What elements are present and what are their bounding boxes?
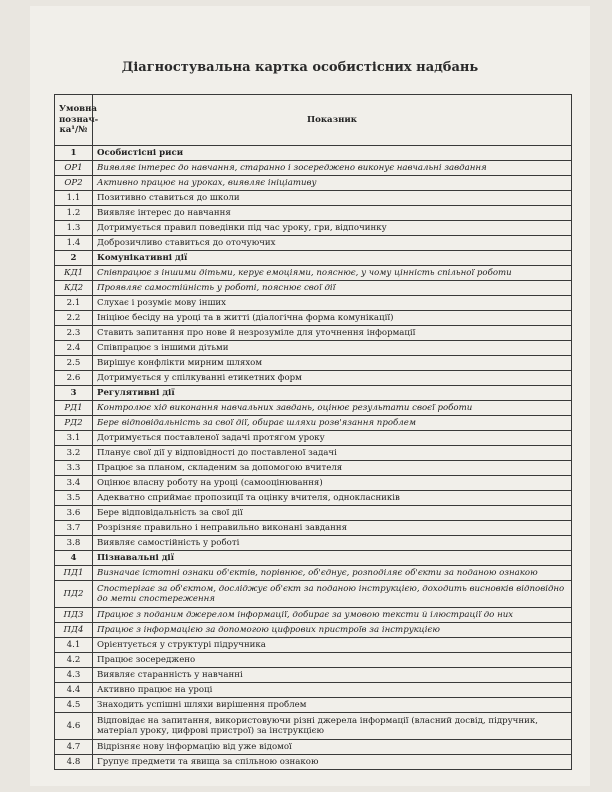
section-title: Регулятивні дії xyxy=(93,386,572,401)
row-code: 2.4 xyxy=(55,341,93,356)
row-code: 3.7 xyxy=(55,521,93,536)
row-indicator: Співпрацює з іншими дітьми, керує емоціями, пояснює, у чому цінність спільної роботи xyxy=(93,266,572,281)
row-indicator: Відрізняє нову інформацію від уже відомої xyxy=(93,740,572,755)
table-row xyxy=(55,491,572,506)
row-code: 3.2 xyxy=(55,446,93,461)
row-code: 4.7 xyxy=(55,740,93,755)
row-indicator: Бере відповідальність за свої дії xyxy=(93,506,572,521)
row-indicator: Виявляє інтерес до навчання xyxy=(93,206,572,221)
table-row xyxy=(55,521,572,536)
row-code: 3 xyxy=(55,386,93,401)
row-code: КД2 xyxy=(55,281,93,296)
table-row xyxy=(55,191,572,206)
row-code: 2.3 xyxy=(55,326,93,341)
row-code: РД1 xyxy=(55,401,93,416)
row-code: 2.5 xyxy=(55,356,93,371)
table-row xyxy=(55,416,572,431)
table-row xyxy=(55,608,572,623)
row-indicator: Активно працює на уроках, виявляє ініціативу xyxy=(93,176,572,191)
row-code: 4.6 xyxy=(55,713,93,740)
row-indicator: Працює за планом, складеним за допомогою вчителя xyxy=(93,461,572,476)
row-code: ПД1 xyxy=(55,566,93,581)
row-code: 3.8 xyxy=(55,536,93,551)
row-code: 4.4 xyxy=(55,683,93,698)
row-code: 4.1 xyxy=(55,638,93,653)
table-row xyxy=(55,581,572,608)
row-indicator: Працює з інформацією за допомогою цифрових пристроїв за інструкцією xyxy=(93,623,572,638)
row-code: 4.5 xyxy=(55,698,93,713)
row-indicator: Планує свої дії у відповідності до поставленої задачі xyxy=(93,446,572,461)
row-indicator: Виявляє самостійність у роботі xyxy=(93,536,572,551)
row-indicator: Ініціює бесіду на уроці та в житті (діалогічна форма комунікації) xyxy=(93,311,572,326)
row-code: 2.1 xyxy=(55,296,93,311)
row-indicator: Співпрацює з іншими дітьми xyxy=(93,341,572,356)
row-indicator: Виявляє інтерес до навчання, старанно і зосереджено виконує навчальні завдання xyxy=(93,161,572,176)
row-code: 3.3 xyxy=(55,461,93,476)
table-row xyxy=(55,281,572,296)
row-indicator: Дотримується правил поведінки під час уроку, гри, відпочинку xyxy=(93,221,572,236)
section-row xyxy=(55,251,572,266)
table-row xyxy=(55,668,572,683)
table-row xyxy=(55,206,572,221)
row-code: 3.1 xyxy=(55,431,93,446)
table-row xyxy=(55,371,572,386)
row-indicator: Оцінює власну роботу на уроці (самооцінювання) xyxy=(93,476,572,491)
row-code: ПД2 xyxy=(55,581,93,608)
row-code: 4.2 xyxy=(55,653,93,668)
table-row xyxy=(55,176,572,191)
row-indicator: Активно працює на уроці xyxy=(93,683,572,698)
table-row xyxy=(55,401,572,416)
row-code: 1.1 xyxy=(55,191,93,206)
row-indicator: Дотримується у спілкуванні етикетних форм xyxy=(93,371,572,386)
row-code: 1.2 xyxy=(55,206,93,221)
column-header-code: Умовна познач-ка¹/№ xyxy=(55,95,93,146)
row-indicator: Проявляє самостійність у роботі, пояснює свої дії xyxy=(93,281,572,296)
table-row xyxy=(55,638,572,653)
table-row xyxy=(55,506,572,521)
row-indicator: Дотримується поставленої задачі протягом уроку xyxy=(93,431,572,446)
table-row xyxy=(55,221,572,236)
table-row xyxy=(55,326,572,341)
row-code: 4 xyxy=(55,551,93,566)
row-code: ОР1 xyxy=(55,161,93,176)
row-indicator: Групує предмети та явища за спільною ознакою xyxy=(93,755,572,770)
row-code: 3.5 xyxy=(55,491,93,506)
table-row xyxy=(55,698,572,713)
row-indicator: Працює з поданим джерелом інформації, добирає за умовою тексти й ілюстрації до них xyxy=(93,608,572,623)
table-row xyxy=(55,623,572,638)
row-code: ОР2 xyxy=(55,176,93,191)
row-indicator: Вирішує конфлікти мирним шляхом xyxy=(93,356,572,371)
table-row xyxy=(55,476,572,491)
table-row xyxy=(55,653,572,668)
table-row xyxy=(55,431,572,446)
table-row xyxy=(55,536,572,551)
table-row xyxy=(55,566,572,581)
row-code: РД2 xyxy=(55,416,93,431)
row-code: 4.3 xyxy=(55,668,93,683)
section-title: Особистісні риси xyxy=(93,146,572,161)
table-row xyxy=(55,713,572,740)
row-code: 2.6 xyxy=(55,371,93,386)
table-row xyxy=(55,296,572,311)
row-code: 2 xyxy=(55,251,93,266)
row-code: 1.3 xyxy=(55,221,93,236)
row-code: ПД3 xyxy=(55,608,93,623)
row-indicator: Відповідає на запитання, використовуючи різні джерела інформації (власний досвід, підручник, матеріал уроку, цифрові пристрої) за інструкцією xyxy=(93,713,572,740)
row-code: ПД4 xyxy=(55,623,93,638)
row-indicator: Слухає і розуміє мову інших xyxy=(93,296,572,311)
section-row xyxy=(55,386,572,401)
table-row xyxy=(55,311,572,326)
table-row xyxy=(55,683,572,698)
row-indicator: Адекватно сприймає пропозиції та оцінку вчителя, однокласників xyxy=(93,491,572,506)
table-header-row xyxy=(55,95,572,146)
table-row xyxy=(55,236,572,251)
row-indicator: Розрізняє правильно і неправильно виконані завдання xyxy=(93,521,572,536)
table-row xyxy=(55,341,572,356)
row-indicator: Спостерігає за об'єктом, досліджує об'єкт за поданою інструкцією, доходить висновків відповідно до мети спостереження xyxy=(93,581,572,608)
table-row xyxy=(55,755,572,770)
row-indicator: Ставить запитання про нове й незрозуміле для уточнення інформації xyxy=(93,326,572,341)
row-code: 3.4 xyxy=(55,476,93,491)
section-title: Комунікативні дії xyxy=(93,251,572,266)
table-row xyxy=(55,161,572,176)
row-indicator: Позитивно ставиться до школи xyxy=(93,191,572,206)
table-row xyxy=(55,356,572,371)
row-code: 1 xyxy=(55,146,93,161)
row-code: 2.2 xyxy=(55,311,93,326)
row-indicator: Контролює хід виконання навчальних завдань, оцінює результати своєї роботи xyxy=(93,401,572,416)
row-indicator: Виявляє старанність у навчанні xyxy=(93,668,572,683)
row-indicator: Бере відповідальність за свої дії, обирає шляхи розв'язання проблем xyxy=(93,416,572,431)
row-indicator: Доброзичливо ставиться до оточуючих xyxy=(93,236,572,251)
row-code: 3.6 xyxy=(55,506,93,521)
row-code: КД1 xyxy=(55,266,93,281)
row-indicator: Орієнтується у структурі підручника xyxy=(93,638,572,653)
table-row xyxy=(55,461,572,476)
table-row xyxy=(55,266,572,281)
section-row xyxy=(55,551,572,566)
section-title: Пізнавальні дії xyxy=(93,551,572,566)
page-title: Діагностувальна картка особистісних надбань xyxy=(121,60,479,75)
column-header-indicator: Показник xyxy=(93,95,572,146)
row-indicator: Працює зосереджено xyxy=(93,653,572,668)
table-row xyxy=(55,446,572,461)
diagnostic-table xyxy=(54,94,572,770)
row-code: 4.8 xyxy=(55,755,93,770)
table-row xyxy=(55,740,572,755)
row-indicator: Визначає істотні ознаки об'єктів, порівнює, об'єднує, розподіляє об'єкти за поданою ознакою xyxy=(93,566,572,581)
row-indicator: Знаходить успішні шляхи вирішення проблем xyxy=(93,698,572,713)
row-code: 1.4 xyxy=(55,236,93,251)
section-row xyxy=(55,146,572,161)
